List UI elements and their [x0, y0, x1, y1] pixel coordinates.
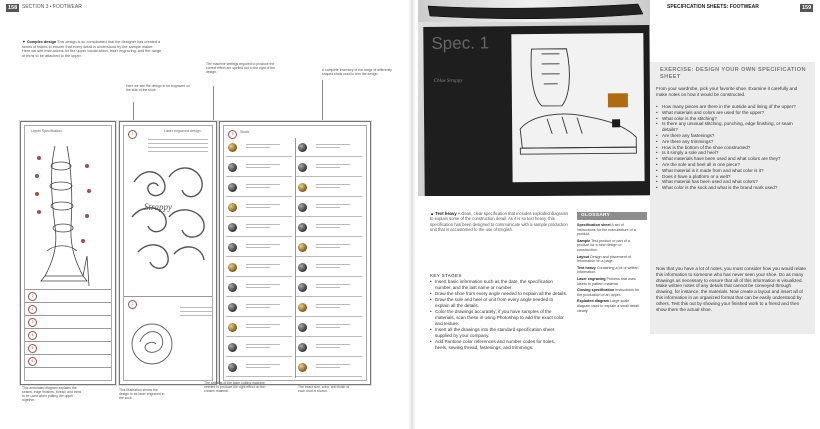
stud-swatch — [298, 343, 307, 352]
exercise-question: • Are the sole and heel all in one piece? — [656, 162, 806, 168]
table-rule — [226, 156, 292, 157]
sheet-title: Studs — [240, 130, 250, 134]
stud-description — [246, 142, 280, 151]
text-heavy-lead: ▲ Text heavy — [430, 211, 457, 216]
intro-caption — [22, 40, 162, 58]
table-rule — [226, 276, 292, 277]
key-stages — [430, 273, 568, 351]
stud-swatch — [298, 243, 307, 252]
table-rule — [25, 341, 111, 342]
stud-description — [246, 342, 280, 351]
svg-text:Strappy: Strappy — [144, 202, 172, 212]
intro-text: This design is so complicated that the designer has created a series of tables to ensure that every detail is understood by the sample maker. Here we see instructions for the upper construction, laser engraving, and the range of trims to be attached to the upper. — [22, 40, 162, 58]
glossary-definition: Process that uses lasers to pattern material. — [577, 276, 636, 286]
stud-swatch — [298, 363, 307, 372]
glossary-term: Exploded diagram — [577, 299, 609, 304]
item-number: 1 — [28, 292, 37, 301]
spec-card — [423, 25, 650, 196]
key-stages-list — [430, 279, 568, 351]
glossary-term: Specification sheet — [577, 223, 611, 227]
exercise-question: • Are there any fastenings? — [656, 133, 806, 139]
glossary-entry — [577, 223, 643, 237]
caption-machine-settings: The machine settings required to produce the correct effect are spelled out to the right of the design. — [206, 62, 276, 75]
stud-description — [316, 322, 350, 331]
section-header: SECTION 3 • FOOTWEAR — [22, 4, 82, 10]
table-rule — [25, 367, 111, 368]
intro-lead: ▼ Complex design — [22, 40, 57, 44]
item-number: 2 — [28, 305, 37, 314]
spec-sheet-trims — [219, 121, 371, 385]
glossary-entry — [577, 266, 643, 275]
stud-swatch — [298, 303, 307, 312]
item-number: 4 — [28, 331, 37, 340]
stud-description — [316, 182, 350, 191]
page-number-right: 159 — [802, 5, 812, 11]
text-heavy-caption — [430, 211, 570, 232]
glossary-term: Text heavy — [577, 265, 596, 270]
caption-inventory: A complete inventory of the range of differently shaped studs used to trim the design. — [322, 68, 392, 77]
stud-description — [246, 242, 280, 251]
stud-description — [316, 142, 350, 151]
stud-swatch — [228, 143, 237, 152]
engraving-design — [124, 162, 214, 292]
table-rule — [124, 296, 212, 297]
exercise-question: • What color is the sock and what is the brand mark used? — [656, 185, 806, 191]
exercise-question: • What material has been used and what colors? — [656, 179, 806, 185]
stud-description — [316, 202, 350, 211]
caption-annotated-diagram: This annotated diagram explains the seams, edge finishes, thread, and trims to be used when putting the upper together. — [22, 386, 82, 403]
glossary-definition: A set of instructions for the manufacture of a product. — [577, 223, 636, 237]
sheet-title: Upper Specification — [31, 129, 63, 133]
table-rule — [296, 216, 362, 217]
stud-description — [316, 282, 350, 291]
caption-exact-size: The exact size, color, and finish of each stud is shown. — [298, 385, 350, 394]
stud-description — [316, 262, 350, 271]
exercise-question: • How many pieces are there in the outside and lining of the upper? — [656, 104, 806, 110]
exercise-question: • Is there any unusual stitching, punching, edge finishing, or seam details? — [656, 121, 806, 133]
table-rule — [296, 336, 362, 337]
table-rule — [226, 216, 292, 217]
settings-text — [180, 304, 212, 319]
glossary-entry — [577, 299, 643, 313]
caption-laser-settings: The settings of the laser cutting machine needed to produce the right effect on the chosen material. — [204, 381, 266, 394]
exercise-question: • What materials and colors are used for the upper? — [656, 110, 806, 116]
stud-description — [316, 162, 350, 171]
sandal-sketch — [25, 136, 113, 286]
key-stage-item: • Insert basic information such as the date, the specification number, and the last name or number. — [430, 279, 568, 291]
sock-engraving — [130, 312, 180, 382]
stud-swatch — [228, 243, 237, 252]
stud-description — [246, 222, 280, 231]
stud-swatch — [298, 183, 307, 192]
shoe-top-sketch — [418, 0, 650, 22]
spec-card-title: Spec. 1 — [431, 33, 490, 53]
table-rule — [25, 354, 111, 355]
stud-description — [246, 262, 280, 271]
stud-description — [316, 242, 350, 251]
key-stage-item: • Color the drawings accurately; if you have samples of the materials, scan these in using Photoshop to add the exact color and texture. — [430, 309, 568, 327]
stud-swatch — [298, 143, 307, 152]
stud-swatch — [228, 323, 237, 332]
leader-line — [322, 80, 323, 121]
stud-description — [316, 342, 350, 351]
spec-card-photo — [418, 0, 650, 196]
glossary-term: Closing specification — [577, 288, 615, 293]
key-stages-title: KEY STAGES — [430, 273, 462, 278]
table-rule — [25, 302, 111, 303]
item-number: 2 — [128, 300, 137, 309]
key-stage-item: • Draw the sole and heel or unit from every angle needed to explain all the details. — [430, 297, 568, 309]
stud-description — [246, 302, 280, 311]
right-page-header: SPECIFICATION SHEETS: FOOTWEAR — [667, 4, 759, 10]
buckle-swatch — [612, 119, 620, 127]
item-number: 1 — [128, 130, 137, 139]
table-rule — [296, 256, 362, 257]
color-swatch — [608, 93, 628, 107]
stud-swatch — [298, 263, 307, 272]
shoe-top-photo — [418, 0, 650, 22]
glossary-term: Laser engraving — [577, 276, 606, 281]
table-rule — [296, 296, 362, 297]
stud-swatch — [298, 283, 307, 292]
spec-sheet-upper — [20, 121, 116, 385]
table-rule — [25, 315, 111, 316]
stud-description — [246, 322, 280, 331]
table-rule — [226, 176, 292, 177]
key-stage-item: • Insert all the drawings into the standard specification sheet supplied by your company. — [430, 327, 568, 339]
stud-description — [246, 182, 280, 191]
exercise-title: EXERCISE: DESIGN YOUR OWN SPECIFICATION SHEET — [660, 67, 806, 80]
item-number: 6 — [28, 357, 37, 366]
stud-description — [246, 202, 280, 211]
item-number: 3 — [228, 130, 237, 139]
glossary-list — [577, 223, 643, 315]
exercise-question: • How is the bottom of the shoe constructed? — [656, 145, 806, 151]
table-rule — [296, 176, 362, 177]
table-rule — [296, 156, 362, 157]
spec-card-subtitle: Chloe Strappy — [433, 78, 463, 84]
table-rule — [226, 356, 292, 357]
table-rule — [296, 236, 362, 237]
exercise-closing: Now that you have a lot of notes, you must consider how you would relate this information to someone who has never seen your shoe. Do as many drawings as necessary to ensure that all of this information is visualized. Make written notes of any details that cannot be conveyed through drawing, for instance, the materials. Now create a layout and insert all of this information in an organized format that can be easily understood by others. Test this out by showing your finished work to a friend and then show them the actual shoe. — [656, 266, 806, 312]
stud-swatch — [298, 323, 307, 332]
table-rule — [226, 196, 292, 197]
stud-swatch — [228, 203, 237, 212]
exercise-intro: From your wardrobe, pick your favorite shoe. Examine it carefully and make notes on how it would be constructed. — [656, 86, 798, 97]
stud-swatch — [298, 163, 307, 172]
table-rule — [226, 316, 292, 317]
table-rule — [226, 256, 292, 257]
stud-swatch — [298, 203, 307, 212]
stud-swatch — [228, 303, 237, 312]
shoe-drawing — [511, 33, 644, 182]
stud-description — [316, 302, 350, 311]
glossary-entry — [577, 255, 643, 264]
table-rule — [25, 328, 111, 329]
book-gutter — [408, 0, 416, 429]
table-rule — [296, 276, 362, 277]
stud-description — [246, 282, 280, 291]
exercise-question: • What color is the stitching? — [656, 116, 806, 122]
table-rule — [25, 289, 111, 290]
sheet-frame — [24, 125, 112, 381]
sheet-title: Laser engraved design — [164, 129, 201, 133]
settings-text — [148, 136, 208, 155]
glossary-definition: Design and placement of information on a page. — [577, 254, 631, 264]
leader-line — [213, 86, 214, 121]
table-rule — [226, 376, 292, 377]
glossary-term: Sample — [577, 238, 591, 243]
exercise-question: • Are there any trimmings? — [656, 139, 806, 145]
stud-swatch — [228, 163, 237, 172]
spec-sheet-laser — [119, 121, 217, 385]
exercise-question: • Is it simply a sole and heel? — [656, 150, 806, 156]
glossary-entry — [577, 288, 643, 297]
glossary-definition: Test product or part of a product for a new design or construction. — [577, 238, 631, 252]
exercise-question: • What material is it made from and what color is it? — [656, 168, 806, 174]
table-rule — [296, 376, 362, 377]
glossary-definition: Containing a lot of written information. — [577, 265, 639, 275]
glossary-definition: Instructions for the production of an upper. — [577, 288, 640, 297]
sheet-frame — [223, 125, 367, 381]
glossary-entry — [577, 239, 643, 253]
table-rule — [226, 296, 292, 297]
exercise-question: • Does it have a platform or a welt? — [656, 174, 806, 180]
stud-description — [246, 162, 280, 171]
glossary-entry — [577, 277, 643, 286]
glossary-term: Layout — [577, 254, 590, 259]
stud-swatch — [228, 343, 237, 352]
stud-swatch — [228, 223, 237, 232]
exercise-question: • What materials have been used and what colors are they? — [656, 156, 806, 162]
table-rule — [226, 336, 292, 337]
caption-illustration: This illustration shows the design to be laser engraved in the sock. — [119, 388, 165, 401]
table-rule — [296, 356, 362, 357]
glossary-header: GLOSSARY — [577, 212, 647, 220]
stud-swatch — [228, 183, 237, 192]
key-stage-item: • Add Pantone color references and number codes for soles, heels, sewing thread, fastenings, and trimmings. — [430, 339, 568, 351]
table-rule — [296, 316, 362, 317]
text-heavy-text: A clean, clear specification that includes exploded diagrams to explain some of the construction detail. As it is so text heavy, this specification has been designed to communicate with a sample production unit that is accustomed to the use of English. — [430, 211, 569, 232]
stud-swatch — [228, 363, 237, 372]
sheet-frame — [123, 125, 213, 381]
caption-laser-note: Here we see the design to be engraved on the side of the shoe. — [126, 84, 190, 93]
stud-description — [246, 362, 280, 371]
leader-line — [133, 102, 134, 121]
page-number-left: 158 — [8, 5, 18, 11]
table-rule — [296, 196, 362, 197]
glossary-definition: Large-scale diagram used to explain a small detail clearly. — [577, 299, 639, 313]
table-rule — [226, 236, 292, 237]
key-stage-item: • Draw the shoe from every angle needed to explain all the details. — [430, 291, 568, 297]
stud-swatch — [298, 223, 307, 232]
item-number: 5 — [28, 344, 37, 353]
item-number: 3 — [28, 318, 37, 327]
exercise-questions — [656, 104, 806, 191]
column-divider — [295, 138, 296, 378]
spec-card-panel — [511, 33, 644, 182]
stud-swatch — [228, 263, 237, 272]
stud-description — [316, 222, 350, 231]
stud-swatch — [228, 283, 237, 292]
stud-description — [316, 362, 350, 371]
